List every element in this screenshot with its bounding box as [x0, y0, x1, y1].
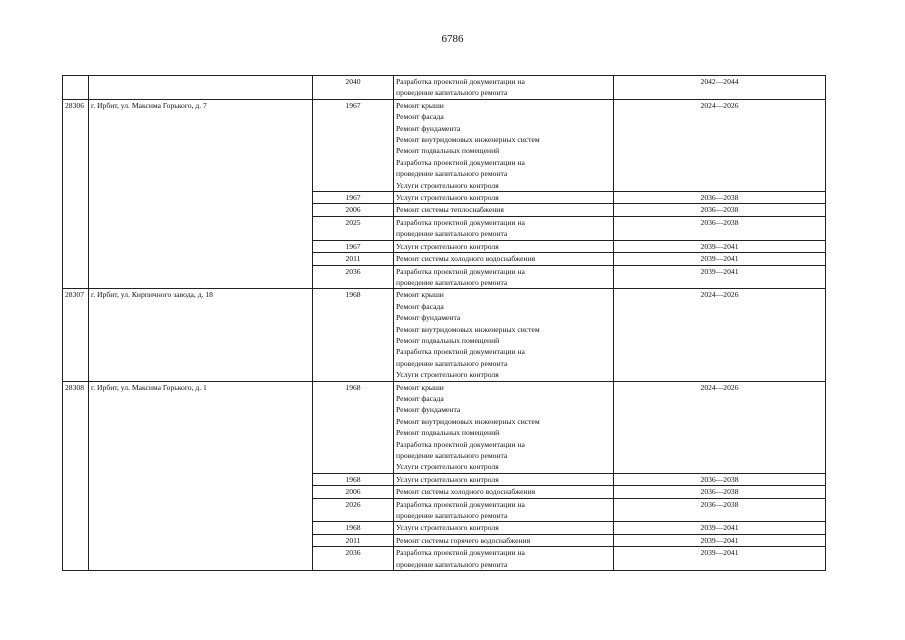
work-type-line: Разработка проектной документации на: [396, 266, 525, 276]
work-type-line: Ремонт внутридомовых инженерных систем: [396, 324, 540, 334]
work-types: [394, 522, 614, 534]
last-repair-year: 1967: [313, 192, 394, 204]
work-types: [394, 473, 614, 485]
building-address: г. Ирбит, ул. Кирпичного завода, д. 18: [89, 289, 313, 381]
table-row: [63, 381, 826, 473]
work-type-line: Разработка проектной документации на: [396, 439, 525, 449]
last-repair-year: 1967: [313, 99, 394, 191]
planned-period: 2039—2041: [614, 547, 826, 571]
table-row: [63, 76, 826, 100]
building-address: [89, 76, 313, 100]
last-repair-year: 1968: [313, 522, 394, 534]
planned-period: 2039—2041: [614, 253, 826, 265]
work-types: [394, 99, 614, 191]
work-type-line: Разработка проектной документации на: [396, 499, 525, 509]
planned-period: 2024—2026: [614, 381, 826, 473]
last-repair-year: 1968: [313, 289, 394, 381]
work-type-line: Ремонт системы горячего водоснабжения: [396, 535, 531, 545]
table-row: [63, 289, 826, 381]
last-repair-year: 1968: [313, 381, 394, 473]
work-type-line: Ремонт крыши: [396, 100, 444, 110]
planned-period: 2036—2038: [614, 473, 826, 485]
planned-period: 2036—2038: [614, 486, 826, 498]
work-type-line: Ремонт подвальных помещений: [396, 335, 500, 345]
work-type-line: проведение капитального ремонта: [396, 229, 508, 239]
work-types: [394, 265, 614, 289]
work-type-line: проведение капитального ремонта: [396, 559, 508, 569]
work-type-line: Услуги строительного контроля: [396, 474, 499, 484]
last-repair-year: 2026: [313, 498, 394, 522]
last-repair-year: 2011: [313, 534, 394, 546]
last-repair-year: 2036: [313, 265, 394, 289]
work-types: [394, 498, 614, 522]
planned-period: 2024—2026: [614, 289, 826, 381]
work-type-line: Разработка проектной документации на: [396, 157, 525, 167]
work-types: [394, 192, 614, 204]
building-id: [63, 76, 89, 100]
building-address: г. Ирбит, ул. Максима Горького, д. 7: [89, 99, 313, 289]
last-repair-year: 2036: [313, 547, 394, 571]
work-type-line: проведение капитального ремонта: [396, 169, 508, 179]
work-type-line: проведение капитального ремонта: [396, 511, 508, 521]
table-row: [63, 99, 826, 191]
planned-period: 2039—2041: [614, 534, 826, 546]
work-type-line: Ремонт фундамента: [396, 405, 461, 415]
planned-period: 2039—2041: [614, 522, 826, 534]
work-type-line: Разработка проектной документации на: [396, 77, 525, 86]
work-type-line: Услуги строительного контроля: [396, 241, 499, 251]
work-types: [394, 216, 614, 240]
planned-period: 2042—2044: [614, 76, 826, 100]
work-types: [394, 204, 614, 216]
last-repair-year: 2011: [313, 253, 394, 265]
work-type-line: проведение капитального ремонта: [396, 277, 508, 287]
building-id: 28307: [63, 289, 89, 381]
work-type-line: Разработка проектной документации на: [396, 548, 525, 558]
work-types: [394, 253, 614, 265]
work-types: [394, 547, 614, 571]
work-type-line: Услуги строительного контроля: [396, 462, 499, 472]
work-type-line: Ремонт подвальных помещений: [396, 428, 500, 438]
planned-period: 2039—2041: [614, 240, 826, 252]
work-type-line: Ремонт фасада: [396, 393, 444, 403]
repair-schedule-table: [62, 75, 826, 571]
work-type-line: проведение капитального ремонта: [396, 451, 508, 460]
work-type-line: Разработка проектной документации на: [396, 347, 525, 357]
planned-period: 2036—2038: [614, 498, 826, 522]
work-type-line: Ремонт внутридомовых инженерных систем: [396, 135, 540, 145]
building-address: г. Ирбит, ул. Максима Горького, д. 1: [89, 381, 313, 571]
planned-period: 2036—2038: [614, 216, 826, 240]
work-type-line: Ремонт крыши: [396, 382, 444, 392]
work-type-line: Услуги строительного контроля: [396, 193, 499, 203]
work-types: [394, 381, 614, 473]
planned-period: 2036—2038: [614, 204, 826, 216]
work-types: [394, 486, 614, 498]
work-type-line: Ремонт системы холодного водоснабжения: [396, 487, 536, 497]
work-type-line: Ремонт фундамента: [396, 313, 461, 323]
work-type-line: Услуги строительного контроля: [396, 370, 499, 380]
last-repair-year: 2006: [313, 204, 394, 216]
work-type-line: Разработка проектной документации на: [396, 217, 525, 227]
building-id: 28308: [63, 381, 89, 571]
work-type-line: Ремонт фундамента: [396, 123, 461, 133]
work-type-line: Ремонт системы холодного водоснабжения: [396, 254, 536, 264]
building-id: 28306: [63, 99, 89, 289]
work-type-line: Ремонт системы теплоснабжения: [396, 205, 504, 215]
planned-period: 2036—2038: [614, 192, 826, 204]
work-type-line: Ремонт подвальных помещений: [396, 146, 500, 156]
work-type-line: Услуги строительного контроля: [396, 180, 499, 190]
work-type-line: Услуги строительного контроля: [396, 523, 499, 533]
planned-period: 2039—2041: [614, 265, 826, 289]
last-repair-year: 1968: [313, 473, 394, 485]
work-type-line: Ремонт фасада: [396, 301, 444, 311]
work-type-line: Ремонт крыши: [396, 290, 444, 300]
last-repair-year: 2025: [313, 216, 394, 240]
work-type-line: Ремонт внутридомовых инженерных систем: [396, 416, 540, 426]
work-types: [394, 534, 614, 546]
work-types: [394, 289, 614, 381]
last-repair-year: 1967: [313, 240, 394, 252]
work-type-line: проведение капитального ремонта: [396, 358, 508, 368]
page-number: 6786: [441, 33, 464, 45]
last-repair-year: 2040: [313, 76, 394, 100]
planned-period: 2024—2026: [614, 99, 826, 191]
work-type-line: Ремонт фасада: [396, 112, 444, 122]
table-body: [63, 76, 826, 571]
work-types: [394, 240, 614, 252]
work-type-line: проведение капитального ремонта: [396, 88, 508, 98]
work-types: [394, 76, 614, 100]
last-repair-year: 2006: [313, 486, 394, 498]
